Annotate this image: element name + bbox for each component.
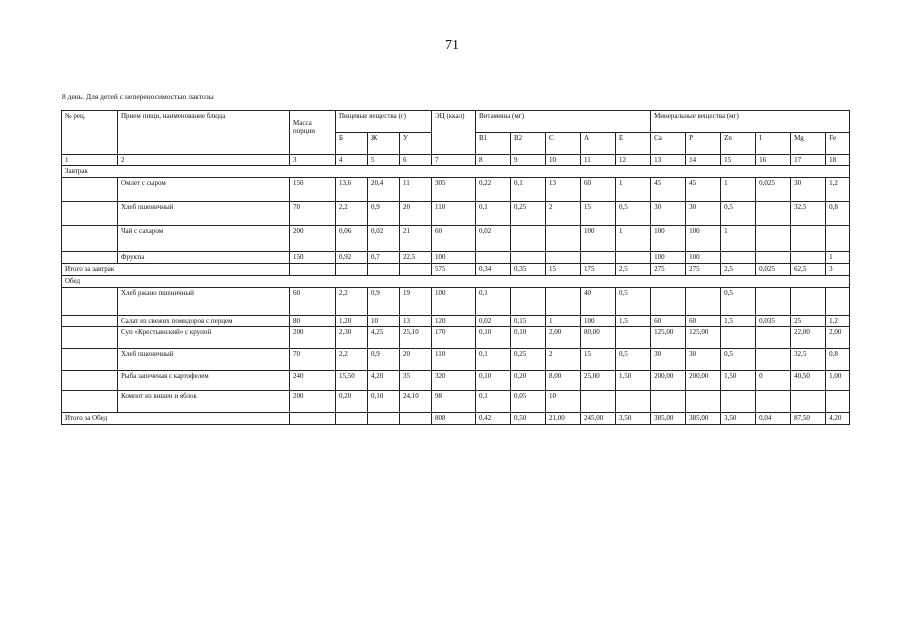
value-cell: [651, 391, 686, 413]
value-cell: [791, 391, 826, 413]
dish-name-cell: Хлеб ржано пшеничный: [118, 288, 290, 316]
dish-row: [62, 349, 850, 371]
value-cell: 0,9: [368, 349, 400, 371]
value-cell: 305: [432, 178, 476, 202]
value-cell: [581, 391, 616, 413]
value-cell: [581, 252, 616, 264]
dish-row: [62, 391, 850, 413]
value-cell: 25,00: [581, 371, 616, 391]
total-value-cell: [336, 264, 368, 276]
total-label: Итого за завтрак: [62, 264, 290, 276]
total-value-cell: 0,04: [756, 413, 791, 425]
value-cell: 200,00: [686, 371, 721, 391]
header-energy: ЭЦ (ккал): [432, 111, 476, 155]
value-cell: 24,10: [400, 391, 432, 413]
header-minerals: Минеральные вещества (мг): [651, 111, 850, 133]
value-cell: 0,10: [511, 327, 546, 349]
total-value-cell: 21,00: [546, 413, 581, 425]
value-cell: [721, 252, 756, 264]
value-cell: 0,02: [368, 226, 400, 252]
column-number-cell: 9: [511, 155, 546, 166]
value-cell: 320: [432, 371, 476, 391]
column-number-cell: 4: [336, 155, 368, 166]
value-cell: [826, 288, 850, 316]
total-value-cell: 0,42: [476, 413, 511, 425]
value-cell: 0,8: [826, 349, 850, 371]
total-value-cell: 15: [546, 264, 581, 276]
total-value-cell: [336, 413, 368, 425]
header-vitamins: Витамины (мг): [476, 111, 651, 133]
column-number-cell: 18: [826, 155, 850, 166]
value-cell: 25: [791, 316, 826, 327]
value-cell: 100: [686, 252, 721, 264]
subheader-p: P: [686, 133, 721, 155]
value-cell: 0,02: [476, 316, 511, 327]
value-cell: [791, 252, 826, 264]
value-cell: 1,2: [826, 178, 850, 202]
value-cell: 0,5: [721, 349, 756, 371]
column-number-cell: 1: [62, 155, 118, 166]
value-cell: [756, 202, 791, 226]
value-cell: 20,4: [368, 178, 400, 202]
value-cell: [546, 226, 581, 252]
total-value-cell: 87,50: [791, 413, 826, 425]
value-cell: 30: [651, 202, 686, 226]
value-cell: 0,25: [511, 202, 546, 226]
value-cell: 30: [686, 202, 721, 226]
value-cell: 0,20: [336, 391, 368, 413]
value-cell: 150: [290, 178, 336, 202]
dish-name-cell: Хлеб пшеничный: [118, 202, 290, 226]
subheader-b2: B2: [511, 133, 546, 155]
value-cell: [791, 226, 826, 252]
value-cell: 1,50: [616, 371, 651, 391]
value-cell: 2,30: [336, 327, 368, 349]
subheader-i: I: [756, 133, 791, 155]
subheader-fat: Ж: [368, 133, 400, 155]
value-cell: 200: [290, 226, 336, 252]
recipe-number-cell: [62, 327, 118, 349]
value-cell: 30: [686, 349, 721, 371]
total-value-cell: [290, 413, 336, 425]
dish-row: [62, 371, 850, 391]
value-cell: 15: [581, 202, 616, 226]
value-cell: 32,5: [791, 202, 826, 226]
value-cell: 0,5: [721, 202, 756, 226]
value-cell: [791, 288, 826, 316]
value-cell: 0,5: [721, 288, 756, 316]
value-cell: 100: [581, 226, 616, 252]
value-cell: 100: [581, 316, 616, 327]
column-number-row: [62, 155, 850, 166]
value-cell: [686, 288, 721, 316]
value-cell: 0,1: [511, 178, 546, 202]
column-number-cell: 13: [651, 155, 686, 166]
value-cell: 125,00: [686, 327, 721, 349]
column-number-cell: 8: [476, 155, 511, 166]
value-cell: 0,10: [476, 371, 511, 391]
total-value-cell: 808: [432, 413, 476, 425]
value-cell: 4,25: [368, 327, 400, 349]
dish-row: [62, 226, 850, 252]
column-number-cell: 15: [721, 155, 756, 166]
total-value-cell: [400, 413, 432, 425]
section-row: [62, 276, 850, 288]
column-number-cell: 6: [400, 155, 432, 166]
value-cell: 80: [290, 316, 336, 327]
value-cell: 0: [756, 371, 791, 391]
section-label: Обед: [62, 276, 850, 288]
value-cell: [721, 327, 756, 349]
recipe-number-cell: [62, 288, 118, 316]
total-value-cell: 575: [432, 264, 476, 276]
dish-name-cell: Рыба запеченая с картофелем: [118, 371, 290, 391]
value-cell: 8,00: [546, 371, 581, 391]
value-cell: 110: [432, 349, 476, 371]
total-value-cell: 0,34: [476, 264, 511, 276]
value-cell: 10: [368, 316, 400, 327]
value-cell: 11: [400, 178, 432, 202]
value-cell: [756, 288, 791, 316]
value-cell: 80,00: [581, 327, 616, 349]
page-number: 71: [445, 38, 459, 53]
subheader-carbs: У: [400, 133, 432, 155]
value-cell: 45: [651, 178, 686, 202]
value-cell: 0,8: [826, 202, 850, 226]
subheader-b1: B1: [476, 133, 511, 155]
recipe-number-cell: [62, 349, 118, 371]
total-value-cell: 385,00: [651, 413, 686, 425]
dish-name-cell: Компот из вишен и яблок: [118, 391, 290, 413]
column-number-cell: 16: [756, 155, 791, 166]
total-value-cell: 4,20: [826, 413, 850, 425]
value-cell: [756, 391, 791, 413]
value-cell: 13: [400, 316, 432, 327]
value-cell: 4,20: [368, 371, 400, 391]
subheader-c: C: [546, 133, 581, 155]
total-value-cell: 2,5: [721, 264, 756, 276]
value-cell: 70: [290, 349, 336, 371]
value-cell: 60: [686, 316, 721, 327]
value-cell: 15: [581, 349, 616, 371]
value-cell: 2,00: [546, 327, 581, 349]
dish-row: [62, 316, 850, 327]
value-cell: 0,92: [336, 252, 368, 264]
value-cell: 200,00: [651, 371, 686, 391]
value-cell: 0,025: [756, 178, 791, 202]
dish-row: [62, 288, 850, 316]
value-cell: 2,2: [336, 349, 368, 371]
total-value-cell: 2,5: [616, 264, 651, 276]
value-cell: 0,20: [511, 371, 546, 391]
value-cell: 10: [546, 391, 581, 413]
value-cell: 0,05: [511, 391, 546, 413]
value-cell: 0,9: [368, 202, 400, 226]
value-cell: 15,50: [336, 371, 368, 391]
column-number-cell: 11: [581, 155, 616, 166]
value-cell: 125,00: [651, 327, 686, 349]
dish-row: [62, 327, 850, 349]
value-cell: 0,10: [476, 327, 511, 349]
value-cell: 240: [290, 371, 336, 391]
subheader-protein: Б: [336, 133, 368, 155]
total-row: [62, 413, 850, 425]
value-cell: 1,20: [336, 316, 368, 327]
value-cell: [546, 288, 581, 316]
subheader-fe: Fe: [826, 133, 850, 155]
value-cell: 0,22: [476, 178, 511, 202]
value-cell: 1,50: [721, 371, 756, 391]
column-number-cell: 3: [290, 155, 336, 166]
total-value-cell: 275: [686, 264, 721, 276]
value-cell: 1: [616, 226, 651, 252]
value-cell: 20: [400, 349, 432, 371]
recipe-number-cell: [62, 371, 118, 391]
value-cell: [756, 349, 791, 371]
value-cell: 150: [290, 252, 336, 264]
value-cell: 100: [432, 288, 476, 316]
header-row: [62, 111, 850, 133]
total-value-cell: 3,50: [721, 413, 756, 425]
value-cell: [721, 391, 756, 413]
value-cell: [511, 226, 546, 252]
total-value-cell: 245,00: [581, 413, 616, 425]
value-cell: 1,00: [826, 371, 850, 391]
value-cell: 170: [432, 327, 476, 349]
recipe-number-cell: [62, 316, 118, 327]
recipe-number-cell: [62, 391, 118, 413]
value-cell: [651, 288, 686, 316]
total-value-cell: 275: [651, 264, 686, 276]
value-cell: 120: [432, 316, 476, 327]
total-value-cell: 62,5: [791, 264, 826, 276]
total-value-cell: 0,35: [511, 264, 546, 276]
value-cell: 60: [432, 226, 476, 252]
value-cell: 1: [826, 252, 850, 264]
value-cell: 0,02: [476, 226, 511, 252]
dish-name-cell: Салат из свежих помидоров с перцем: [118, 316, 290, 327]
value-cell: 1,5: [616, 316, 651, 327]
column-number-cell: 14: [686, 155, 721, 166]
value-cell: 60: [651, 316, 686, 327]
total-value-cell: 3,50: [616, 413, 651, 425]
value-cell: 0,1: [476, 349, 511, 371]
recipe-number-cell: [62, 178, 118, 202]
subheader-zn: Zn: [721, 133, 756, 155]
header-recipe-no: № рец.: [62, 111, 118, 155]
table-caption: 8 день. Для детей с непереносимостью лактозы: [62, 92, 214, 101]
value-cell: [756, 252, 791, 264]
table-body: [62, 111, 850, 425]
dish-row: [62, 178, 850, 202]
value-cell: 98: [432, 391, 476, 413]
value-cell: 1: [721, 226, 756, 252]
value-cell: 35: [400, 371, 432, 391]
value-cell: 20: [400, 202, 432, 226]
total-value-cell: 3: [826, 264, 850, 276]
value-cell: 45: [686, 178, 721, 202]
section-row: [62, 166, 850, 178]
dish-name-cell: Суп «Крестьянский» с крупой: [118, 327, 290, 349]
column-number-cell: 10: [546, 155, 581, 166]
value-cell: 0,5: [616, 202, 651, 226]
value-cell: [616, 391, 651, 413]
total-value-cell: [368, 413, 400, 425]
subheader-ca: Ca: [651, 133, 686, 155]
subheader-e: E: [616, 133, 651, 155]
value-cell: 110: [432, 202, 476, 226]
dish-name-cell: Фрукты: [118, 252, 290, 264]
dish-name-cell: Чай с сахаром: [118, 226, 290, 252]
total-row: [62, 264, 850, 276]
value-cell: 0,035: [756, 316, 791, 327]
value-cell: [826, 391, 850, 413]
total-label: Итого за Обед: [62, 413, 290, 425]
value-cell: 2: [546, 202, 581, 226]
section-label: Завтрак: [62, 166, 850, 178]
value-cell: 0,15: [511, 316, 546, 327]
value-cell: 2,2: [336, 202, 368, 226]
header-meal: Прием пищи, наименование блюда: [118, 111, 290, 155]
value-cell: 1,5: [721, 316, 756, 327]
total-value-cell: [400, 264, 432, 276]
nutrition-table: [61, 110, 850, 425]
value-cell: 21: [400, 226, 432, 252]
dish-name-cell: Омлет с сыром: [118, 178, 290, 202]
value-cell: [511, 288, 546, 316]
value-cell: 0,7: [368, 252, 400, 264]
value-cell: 30: [791, 178, 826, 202]
value-cell: [546, 252, 581, 264]
column-number-cell: 7: [432, 155, 476, 166]
value-cell: [616, 252, 651, 264]
dish-row: [62, 252, 850, 264]
total-value-cell: [290, 264, 336, 276]
value-cell: 30: [651, 349, 686, 371]
value-cell: 100: [651, 252, 686, 264]
value-cell: 25,10: [400, 327, 432, 349]
dish-name-cell: Хлеб пшеничный: [118, 349, 290, 371]
value-cell: 0,06: [336, 226, 368, 252]
value-cell: 100: [686, 226, 721, 252]
value-cell: 0,10: [368, 391, 400, 413]
value-cell: 40: [581, 288, 616, 316]
value-cell: 0,9: [368, 288, 400, 316]
value-cell: [756, 226, 791, 252]
subheader-a: A: [581, 133, 616, 155]
recipe-number-cell: [62, 226, 118, 252]
header-portion: Масса порции: [290, 111, 336, 155]
column-number-cell: 17: [791, 155, 826, 166]
value-cell: 1: [616, 178, 651, 202]
value-cell: 22,00: [791, 327, 826, 349]
value-cell: 2,2: [336, 288, 368, 316]
value-cell: 100: [651, 226, 686, 252]
value-cell: 22,5: [400, 252, 432, 264]
column-number-cell: 5: [368, 155, 400, 166]
value-cell: 200: [290, 391, 336, 413]
value-cell: 1,2: [826, 316, 850, 327]
value-cell: 13: [546, 178, 581, 202]
total-value-cell: [368, 264, 400, 276]
subheader-mg: Mg: [791, 133, 826, 155]
value-cell: 100: [432, 252, 476, 264]
value-cell: 32,5: [791, 349, 826, 371]
value-cell: 0,1: [476, 391, 511, 413]
value-cell: [756, 327, 791, 349]
value-cell: 19: [400, 288, 432, 316]
value-cell: [511, 252, 546, 264]
value-cell: 1: [721, 178, 756, 202]
recipe-number-cell: [62, 202, 118, 226]
value-cell: 1: [546, 316, 581, 327]
column-number-cell: 2: [118, 155, 290, 166]
value-cell: 2: [546, 349, 581, 371]
value-cell: 0,1: [476, 202, 511, 226]
header-nutrients: Пищевые вещества (г): [336, 111, 432, 133]
value-cell: 60: [581, 178, 616, 202]
value-cell: 13,6: [336, 178, 368, 202]
value-cell: [686, 391, 721, 413]
value-cell: [826, 226, 850, 252]
value-cell: [476, 252, 511, 264]
total-value-cell: 0,025: [756, 264, 791, 276]
value-cell: 0,25: [511, 349, 546, 371]
value-cell: [616, 327, 651, 349]
value-cell: 0,1: [476, 288, 511, 316]
value-cell: 0,5: [616, 288, 651, 316]
value-cell: 60: [290, 288, 336, 316]
recipe-number-cell: [62, 252, 118, 264]
column-number-cell: 12: [616, 155, 651, 166]
value-cell: 40,50: [791, 371, 826, 391]
dish-row: [62, 202, 850, 226]
total-value-cell: 175: [581, 264, 616, 276]
total-value-cell: 0,50: [511, 413, 546, 425]
value-cell: 0,5: [616, 349, 651, 371]
value-cell: 70: [290, 202, 336, 226]
value-cell: 200: [290, 327, 336, 349]
value-cell: 2,00: [826, 327, 850, 349]
total-value-cell: 385,00: [686, 413, 721, 425]
